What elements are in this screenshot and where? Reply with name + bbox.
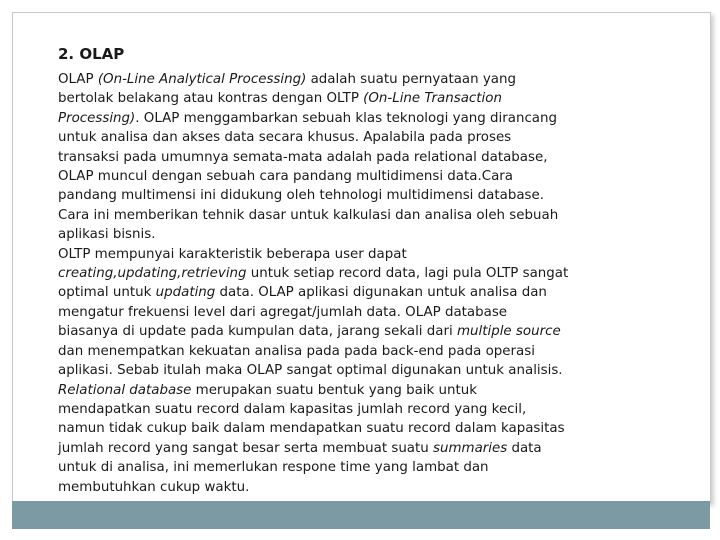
text-run: biasanya di update pada kumpulan data, jarang sekali dari (58, 324, 457, 340)
text-run: namun tidak cukup baik dalam mendapatkan suatu record dalam kapasitas (58, 421, 565, 437)
text-run: untuk setiap record data, lagi pula OLTP sangat (246, 266, 569, 282)
text-line (58, 89, 698, 108)
text-line (58, 70, 698, 89)
italic-term: updating (155, 285, 216, 301)
text-line (58, 381, 698, 400)
paragraph-olap-definition (58, 70, 698, 245)
text-line (58, 361, 698, 380)
paragraph-relational-database (58, 381, 698, 497)
italic-term: (On-Line Transaction (363, 91, 502, 107)
section-heading: 2. OLAP (58, 45, 125, 63)
italic-term: Relational database (58, 382, 192, 398)
text-run: bertolak belakang atau kontras dengan OLTP (58, 91, 364, 107)
text-line (58, 283, 698, 302)
text-line (58, 342, 698, 361)
text-line (58, 109, 698, 128)
text-run: untuk di analisa, ini memerlukan respone time yang lambat dan (58, 460, 489, 476)
text-line (58, 478, 698, 497)
text-line (58, 128, 698, 147)
text-run: jumlah record yang sangat besar serta membuat suatu (58, 440, 434, 456)
text-run: adalah suatu pernyataan yang (306, 72, 516, 87)
text-line (58, 206, 698, 225)
text-run: aplikasi. Sebab itulah maka OLAP sangat optimal digunakan untuk analisis. (58, 363, 563, 379)
text-run: OLTP mempunyai karakteristik beberapa user dapat (58, 246, 407, 262)
text-line (58, 458, 698, 477)
slide-footer-bar (12, 501, 710, 529)
text-line (58, 303, 698, 322)
text-line (58, 167, 698, 186)
text-line (58, 439, 698, 458)
text-run: optimal untuk (58, 285, 156, 301)
text-line (58, 245, 698, 264)
italic-term: summaries (433, 440, 508, 456)
text-run: Cara ini memberikan tehnik dasar untuk kalkulasi dan analisa oleh sebuah (58, 207, 559, 223)
text-run: data. OLAP aplikasi digunakan untuk analisa dan (215, 285, 547, 301)
text-run: OLAP (58, 72, 98, 87)
text-run: merupakan suatu bentuk yang baik untuk (191, 382, 478, 398)
text-run: OLAP muncul dengan sebuah cara pandang multidimensi data.Cara (58, 169, 513, 185)
text-run: data (507, 440, 542, 456)
text-line (58, 148, 698, 167)
text-run: mengatur frekuensi level dari agregat/jumlah data. OLAP database (58, 304, 508, 320)
text-line (58, 264, 698, 283)
text-run: transaksi pada umumnya semata-mata adalah pada relational database, (58, 149, 548, 165)
text-run: aplikasi bisnis. (58, 227, 156, 243)
text-run: mendapatkan suatu record dalam kapasitas jumlah record yang kecil, (58, 401, 527, 417)
text-line (58, 419, 698, 438)
italic-term: (On-Line Analytical Processing) (97, 72, 307, 87)
text-line (58, 225, 698, 244)
slide-content (58, 44, 698, 497)
text-run: untuk analisa dan akses data secara khusus. Apalabila pada proses (58, 130, 512, 146)
text-run: pandang multimensi ini didukung oleh tehnologi multidimensi database. (58, 188, 544, 204)
text-run: dan menempatkan kekuatan analisa pada pada back-end pada operasi (58, 343, 535, 359)
italic-term: Processing) (58, 110, 136, 126)
paragraph-oltp-characteristics (58, 245, 698, 381)
text-line (58, 400, 698, 419)
text-line (58, 322, 698, 341)
text-run: membutuhkan cukup waktu. (58, 479, 250, 495)
italic-term: multiple source (456, 324, 561, 340)
italic-term: creating,updating,retrieving (58, 266, 247, 282)
text-run: . OLAP menggambarkan sebuah klas teknologi yang dirancang (135, 110, 557, 126)
text-line (58, 186, 698, 205)
